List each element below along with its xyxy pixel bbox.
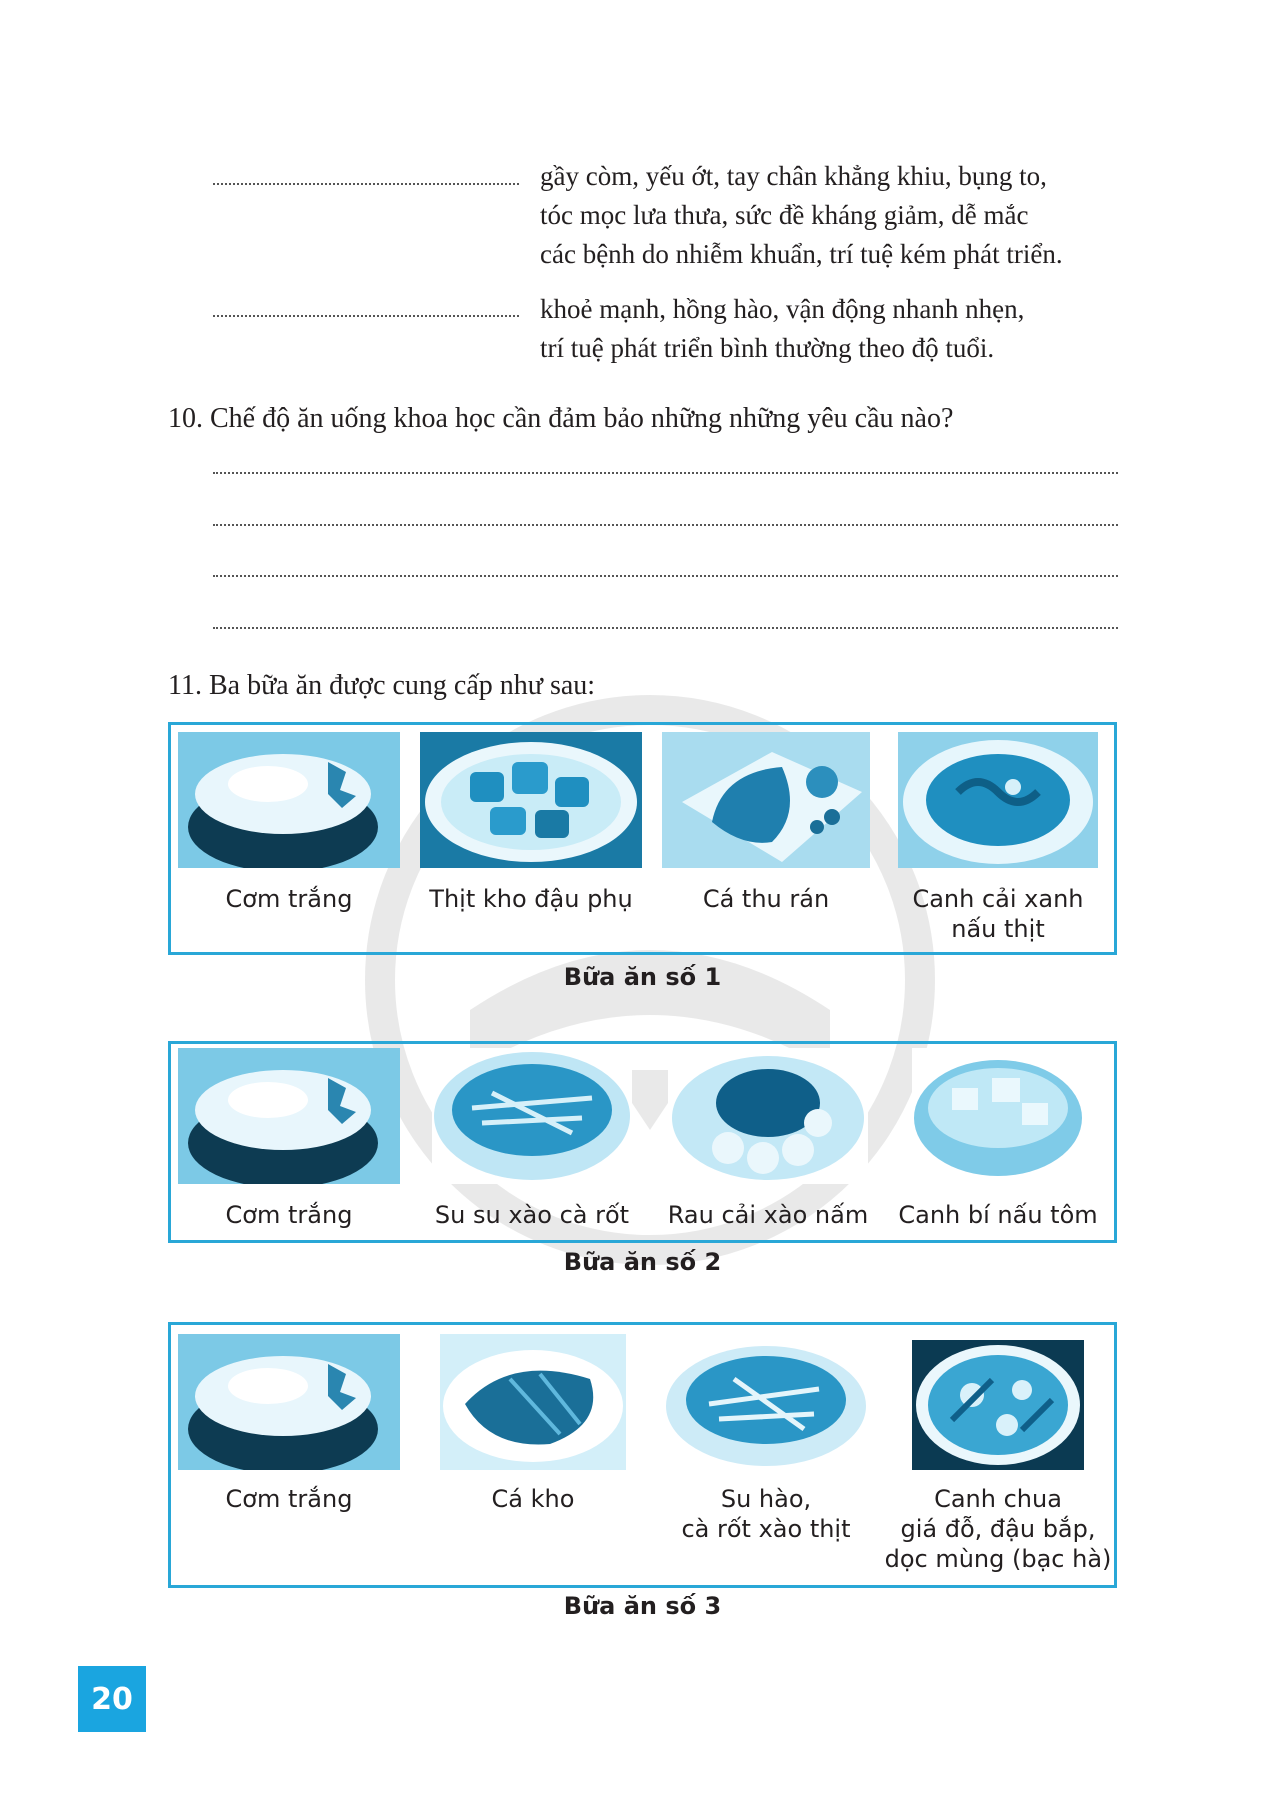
braised-pork-tofu-icon [420, 732, 642, 868]
answer-blank[interactable] [213, 183, 519, 185]
answer-line[interactable] [213, 575, 1118, 577]
dish-card: Canh chua giá đỗ, đậu bắp, dọc mùng (bạc hà) [912, 1340, 1084, 1580]
fill-row-text: khoẻ mạnh, hồng hào, vận động nhanh nhẹn, trí tuệ phát triển bình thường theo độ tuổi. [540, 294, 1025, 363]
dish-card: Canh cải xanh nấu thịt [898, 732, 1098, 942]
chayote-carrot-stirfry-icon [432, 1048, 632, 1184]
dish-card: Cơm trắng [178, 1048, 400, 1238]
fried-mackerel-icon [662, 732, 870, 868]
dish-card: Cơm trắng [178, 1334, 400, 1574]
kohlrabi-carrot-stirfry-icon [664, 1334, 868, 1470]
question-10: 10. Chế độ ăn uống khoa học cần đảm bảo những những yêu cầu nào? [168, 403, 954, 434]
rice-bowl-icon [178, 732, 400, 868]
meal-title-2: Bữa ăn số 2 [563, 1248, 722, 1276]
dish-card: Rau cải xào nấm [668, 1048, 868, 1238]
dish-card: Cơm trắng [178, 732, 400, 942]
sour-soup-icon [912, 1340, 1084, 1470]
fill-row-text: gầy còm, yếu ớt, tay chân khẳng khiu, bụng to, tóc mọc lưa thưa, sức đề kháng giảm, dễ mắc các bệnh do nhiễm khuẩn, trí tuệ kém phát triển. [540, 161, 1063, 269]
rice-bowl-icon [178, 1048, 400, 1184]
page-number: 20 [78, 1666, 146, 1732]
rice-bowl-icon [178, 1334, 400, 1470]
dish-card: Su su xào cà rốt [432, 1048, 632, 1238]
answer-blank[interactable] [213, 315, 519, 317]
question-11: 11. Ba bữa ăn được cung cấp như sau: [168, 670, 596, 701]
greens-mushroom-stirfry-icon [668, 1048, 868, 1184]
answer-line[interactable] [213, 472, 1118, 474]
squash-shrimp-soup-icon [912, 1048, 1084, 1180]
mustard-green-soup-icon [898, 732, 1098, 868]
meal-title-3: Bữa ăn số 3 [563, 1592, 722, 1620]
dish-card: Cá kho [440, 1334, 626, 1574]
dish-card: Cá thu rán [662, 732, 870, 942]
braised-fish-icon [440, 1334, 626, 1470]
answer-line[interactable] [213, 627, 1118, 629]
dish-card: Su hào, cà rốt xào thịt [664, 1334, 868, 1574]
dish-card: Canh bí nấu tôm [912, 1048, 1084, 1238]
answer-line[interactable] [213, 524, 1118, 526]
dish-card: Thịt kho đậu phụ [420, 732, 642, 942]
meal-title-1: Bữa ăn số 1 [563, 963, 722, 991]
